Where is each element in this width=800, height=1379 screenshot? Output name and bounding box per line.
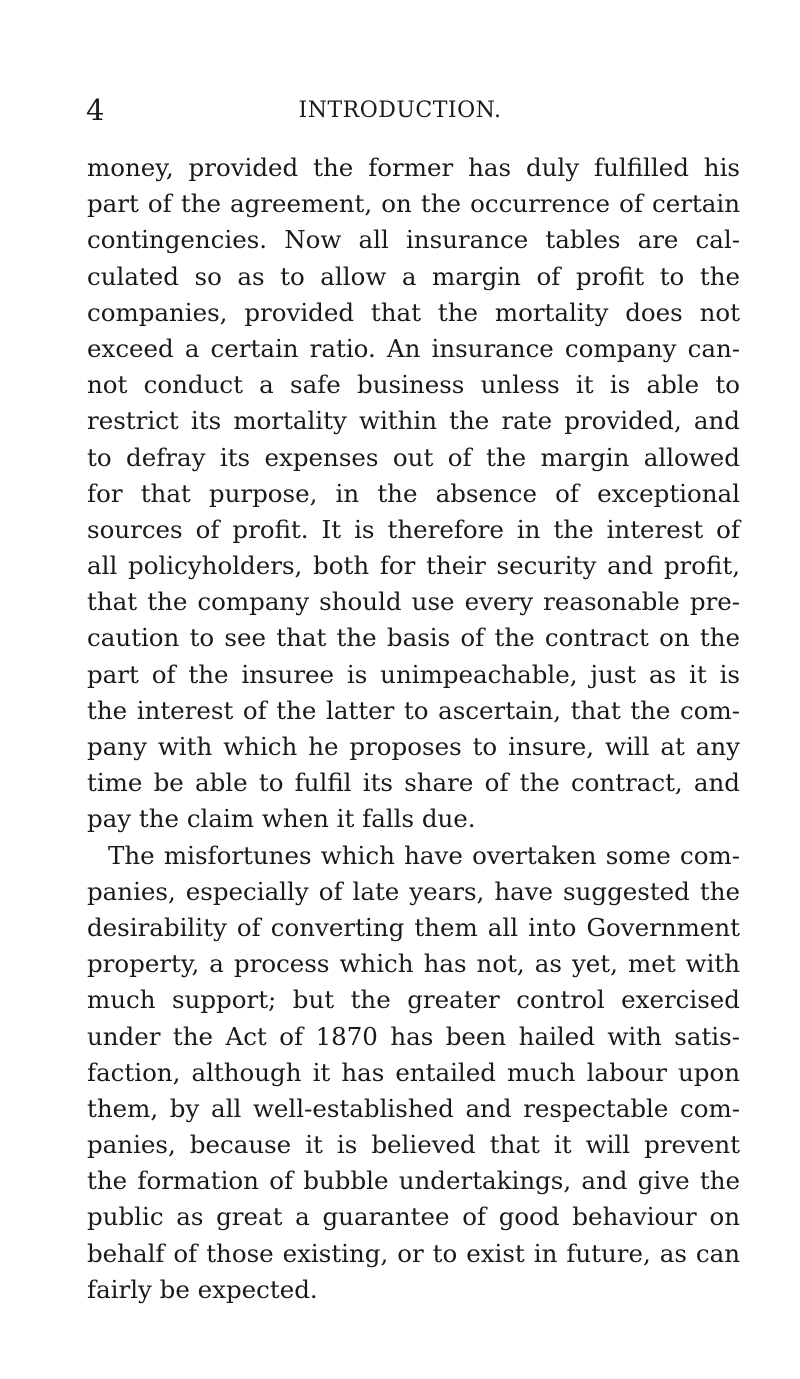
- text-line: them, by all well-established and respectable com-: [87, 1093, 740, 1123]
- text-line: under the Act of 1870 has been hailed with satis-: [87, 1021, 740, 1051]
- text-line: companies, provided that the mortality does not: [87, 297, 740, 327]
- text-line: part of the insuree is unimpeachable, just as it is: [87, 659, 740, 689]
- text-line: sources of profit. It is therefore in the interest of: [87, 514, 740, 544]
- text-line: panies, especially of late years, have suggested the: [87, 876, 740, 906]
- text-line: public as great a guarantee of good behaviour on: [87, 1202, 740, 1232]
- paragraph-last-line: pay the claim when it falls due.: [87, 804, 476, 834]
- page-number: 4: [86, 93, 105, 127]
- text-line: the formation of bubble undertakings, and give the: [87, 1166, 740, 1196]
- text-line: the interest of the latter to ascertain, that the com-: [87, 695, 740, 725]
- text-line: culated so as to allow a margin of profit to the: [87, 261, 740, 291]
- text-line: much support; but the greater control exercised: [87, 985, 740, 1015]
- running-head: INTRODUCTION.: [298, 98, 502, 123]
- text-line: restrict its mortality within the rate provided, and: [87, 406, 740, 436]
- text-line: property, a process which has not, as yet, met with: [87, 949, 740, 979]
- text-line: contingencies. Now all insurance tables are cal-: [87, 225, 740, 255]
- text-line: for that purpose, in the absence of exceptional: [87, 478, 740, 508]
- text-line: exceed a certain ratio. An insurance company can-: [87, 333, 740, 363]
- text-line: caution to see that the basis of the contract on the: [87, 623, 740, 653]
- page-header: [0, 92, 800, 132]
- text-line: panies, because it is believed that it will prevent: [87, 1130, 740, 1160]
- paragraph-last-line: fairly be expected.: [87, 1274, 318, 1304]
- text-line: money, provided the former has duly fulfilled his: [87, 153, 740, 182]
- text-line: pany with which he proposes to insure, will at any: [87, 732, 740, 761]
- text-line: that the company should use every reasonable pre-: [87, 587, 740, 617]
- text-line: part of the agreement, on the occurrence of certain: [87, 189, 740, 219]
- body-text: [87, 150, 740, 1308]
- paragraph-first-line: The misfortunes which have overtaken some com-: [108, 840, 740, 870]
- text-line: behalf of those existing, or to exist in future, as can: [87, 1238, 740, 1268]
- text-line: desirability of converting them all into Government: [87, 912, 740, 942]
- text-line: to defray its expenses out of the margin allowed: [87, 442, 740, 472]
- text-line: faction, although it has entailed much labour upon: [87, 1057, 740, 1087]
- text-line: not conduct a safe business unless it is able to: [87, 370, 740, 400]
- text-line: time be able to fulfil its share of the contract, and: [87, 768, 740, 798]
- text-line: all policyholders, both for their security and profit,: [87, 551, 740, 581]
